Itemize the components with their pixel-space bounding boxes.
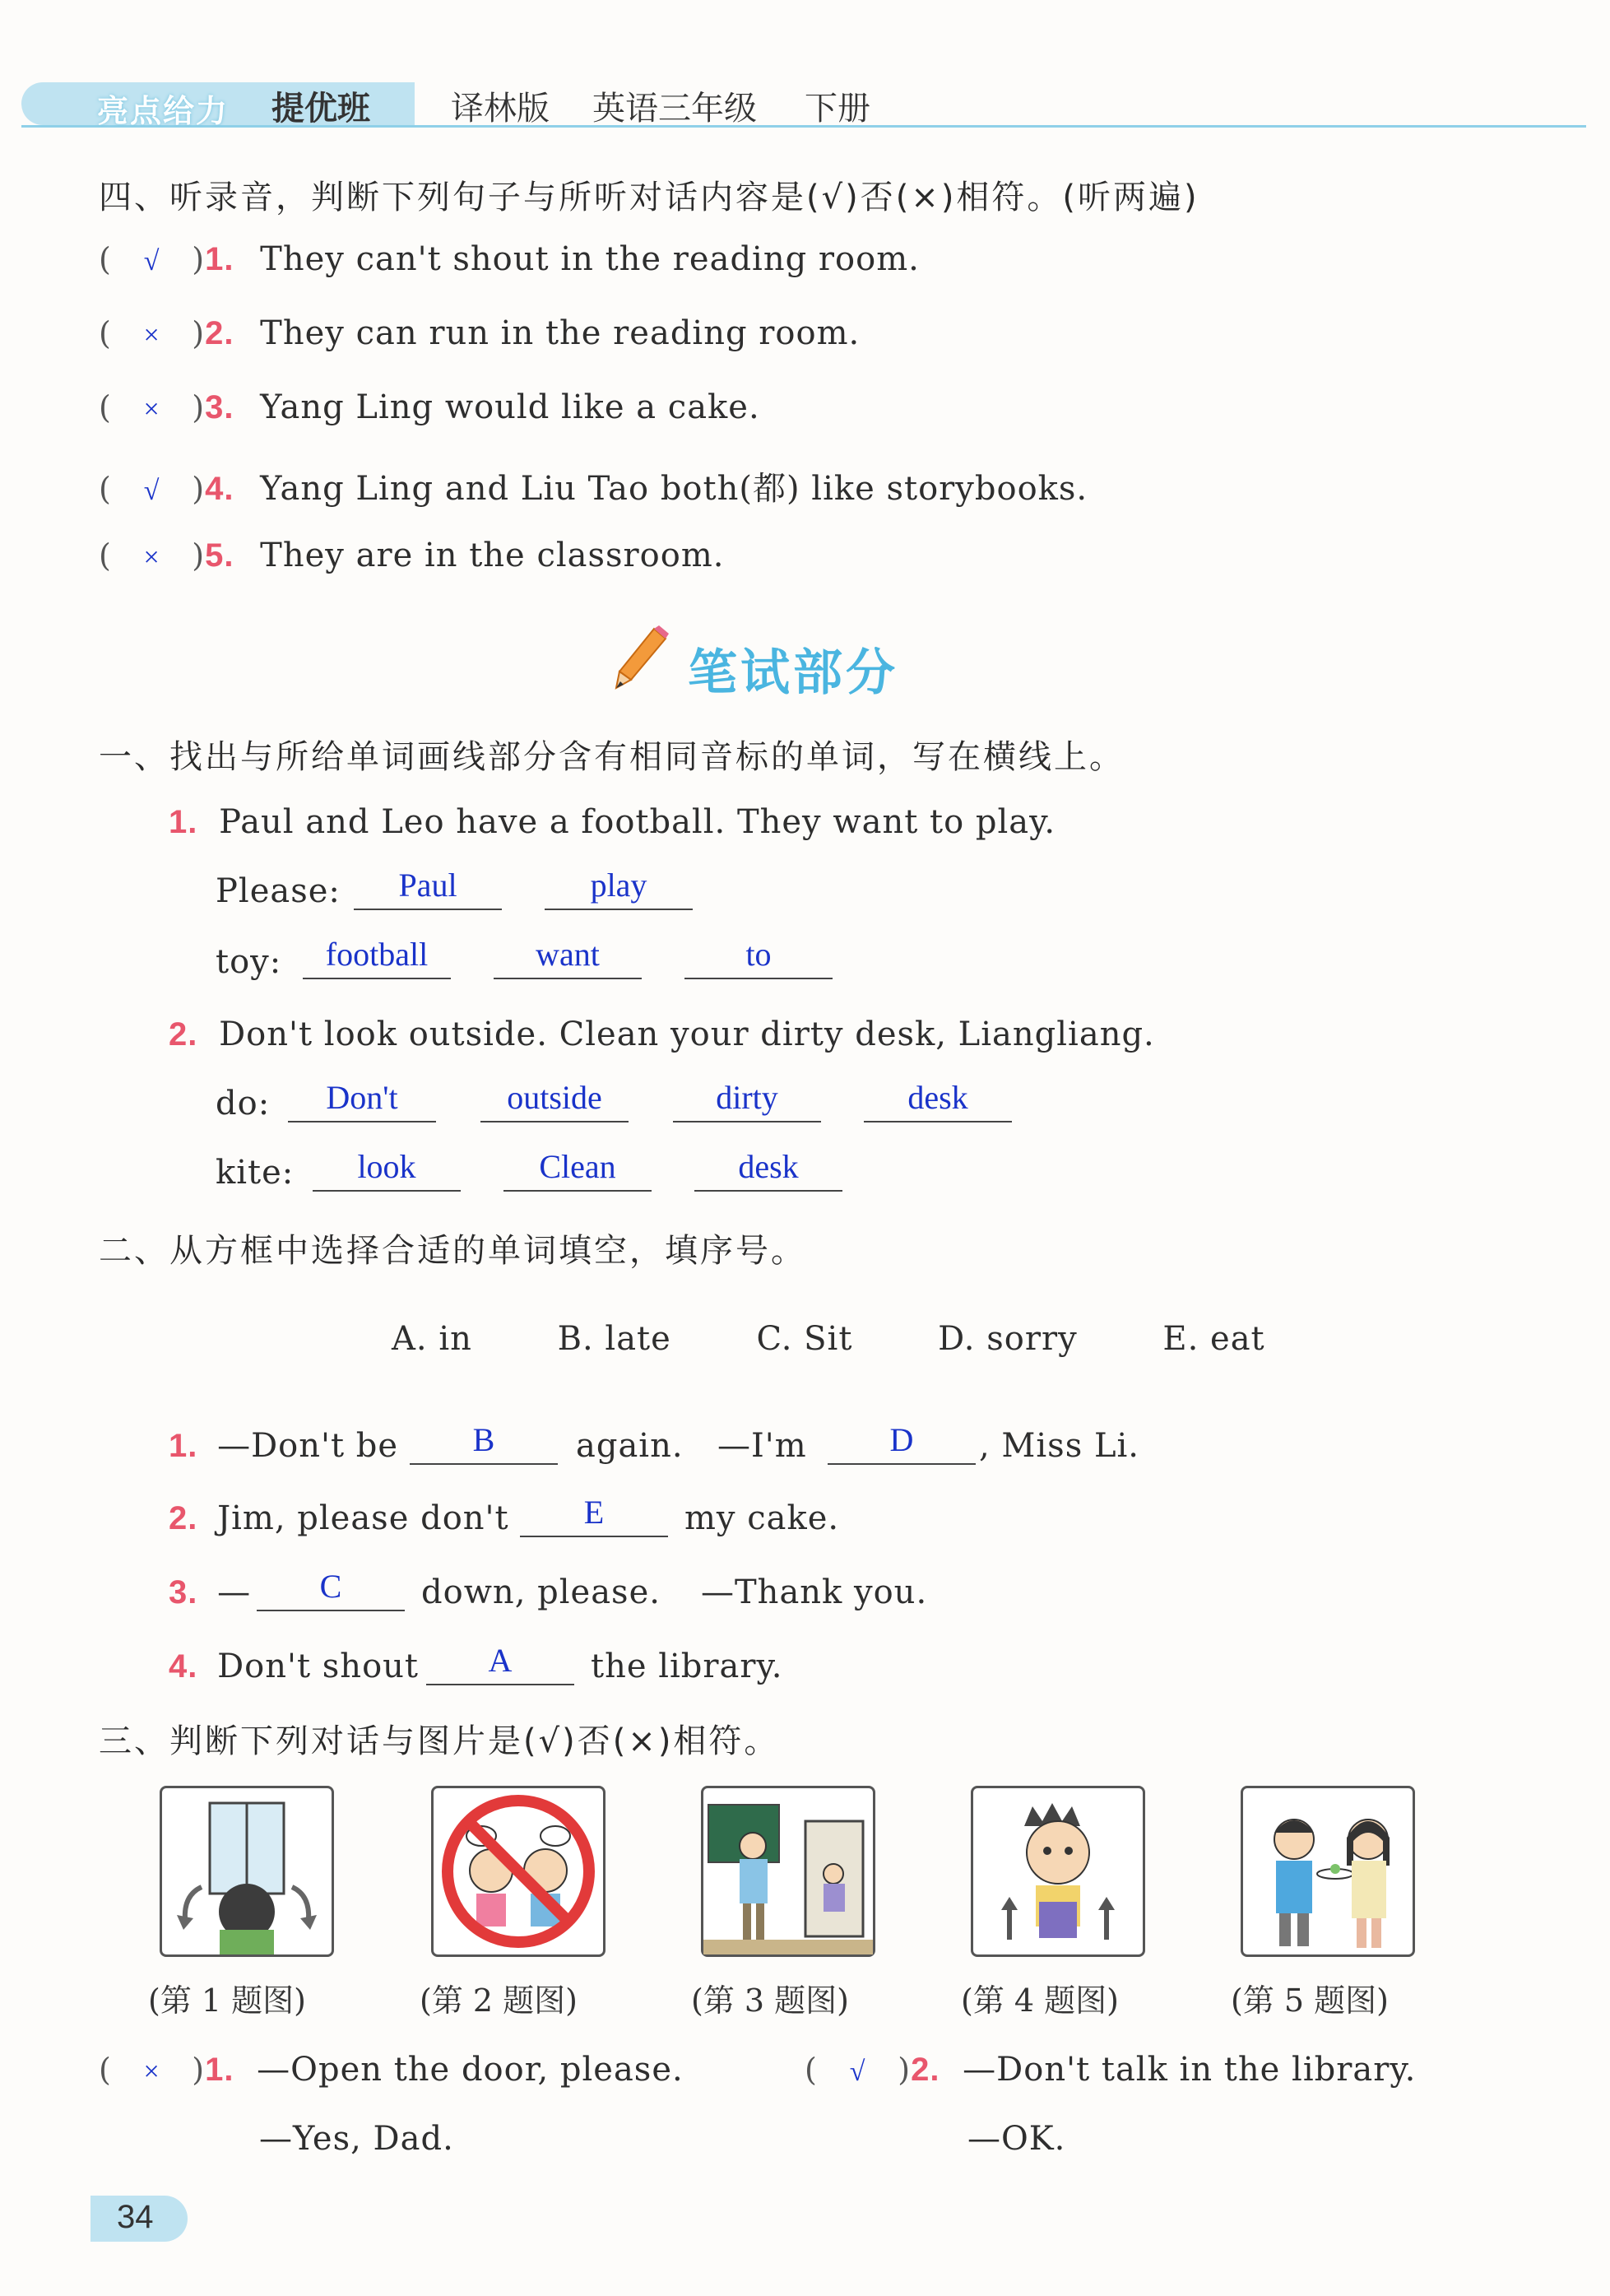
listening-item: ( √ )4. Yang Ling and Liu Tao both(都) like storybooks. [99, 470, 1088, 508]
answer-blank[interactable]: Paul [354, 866, 502, 910]
section2-q2: 2. Jim, please don't [169, 1499, 509, 1537]
listening-item: ( × )2. They can run in the reading room. [99, 314, 861, 352]
listening-item: ( √ )1. They can't shout in the reading room. [99, 240, 920, 278]
answer-blank[interactable]: look [313, 1147, 461, 1192]
answer-blank[interactable]: football [303, 935, 451, 979]
option-item: E. eat [1162, 1320, 1265, 1358]
picture-4-caption: (第 4 题图) [961, 1982, 1119, 2019]
section2-q3: 3. — [169, 1573, 252, 1611]
listening-item: ( × )5. They are in the classroom. [99, 537, 725, 574]
picture-5 [1241, 1786, 1415, 1957]
page-number: 34 [117, 2199, 154, 2235]
option-item: C. Sit [756, 1320, 853, 1358]
section3-q1: ( × )1. —Open the door, please. [99, 2051, 684, 2089]
picture-2-caption: (第 2 题图) [420, 1982, 578, 2019]
header-rule [21, 125, 1586, 128]
section2-title: 二、从方框中选择合适的单词填空，填序号。 [99, 1232, 806, 1270]
answer-blank[interactable]: outside [480, 1078, 629, 1122]
answer-blank[interactable]: E [520, 1493, 668, 1537]
option-item: B. late [557, 1320, 671, 1358]
answer-blank[interactable]: to [684, 935, 833, 979]
answer-mark: × [143, 542, 160, 573]
picture-1 [160, 1786, 334, 1957]
answer-blank[interactable]: A [426, 1641, 574, 1685]
answer-blank[interactable]: Clean [503, 1147, 652, 1192]
picture-2 [431, 1786, 605, 1957]
section3-q1-reply: —Yes, Dad. [259, 2120, 454, 2158]
series-name: 亮点给力 [97, 93, 230, 129]
section2-q1-text: again. [576, 1427, 684, 1465]
answer-blank[interactable]: desk [694, 1147, 842, 1192]
section2-q1-reply: —I'm [717, 1427, 807, 1465]
section3-title: 三、判断下列对话与图片是(√)否(×)相符。 [99, 1722, 780, 1760]
section2-q3-reply: —Thank you. [701, 1573, 928, 1611]
answer-mark: √ [143, 246, 160, 277]
picture-4 [971, 1786, 1145, 1957]
section2-q1: 1. —Don't be [169, 1427, 399, 1465]
section1-q2-row1-label: do: [216, 1085, 271, 1122]
answer-blank[interactable]: B [410, 1420, 558, 1465]
pencil-icon [613, 625, 670, 691]
answer-blank[interactable]: Don't [288, 1078, 436, 1122]
picture-1-caption: (第 1 题图) [148, 1982, 306, 2019]
option-item: D. sorry [938, 1320, 1078, 1358]
section2-q4: 4. Don't shout [169, 1648, 419, 1685]
volume-label: 下册 [805, 90, 870, 128]
answer-blank[interactable]: dirty [673, 1078, 821, 1122]
listening-item: ( × )3. Yang Ling would like a cake. [99, 388, 760, 426]
subject-label: 英语三年级 [592, 90, 757, 128]
listening-title: 四、听录音，判断下列句子与所听对话内容是(√)否(×)相符。(听两遍) [99, 179, 1199, 216]
answer-blank[interactable]: C [257, 1567, 405, 1611]
section1-q1-row1-label: Please: [216, 872, 341, 910]
written-part-heading: 笔试部分 [688, 644, 898, 702]
section1-title: 一、找出与所给单词画线部分含有相同音标的单词，写在横线上。 [99, 738, 1125, 776]
section1-q1-row2-label: toy: [216, 943, 282, 981]
answer-mark: √ [143, 476, 160, 506]
word-options-box [392, 1320, 1339, 1358]
section3-q2-reply: —OK. [967, 2120, 1066, 2158]
answer-mark: × [143, 320, 160, 351]
answer-blank[interactable]: play [545, 866, 693, 910]
section1-q2-sentence: 2. Don't look outside. Clean your dirty desk, Liangliang. [169, 1016, 1155, 1053]
answer-blank[interactable]: want [494, 935, 642, 979]
section3-q2: ( √ )2. —Don't talk in the library. [805, 2051, 1417, 2089]
answer-mark: × [143, 2057, 160, 2087]
option-item: A. in [392, 1320, 472, 1358]
section2-q2-text: my cake. [684, 1499, 840, 1537]
answer-blank[interactable]: desk [864, 1078, 1012, 1122]
picture-3 [701, 1786, 875, 1957]
section1-q2-row2-label: kite: [216, 1154, 295, 1192]
section2-q4-text: the library. [591, 1648, 783, 1685]
brand-name: 提优班 [271, 90, 370, 128]
edition-label: 译林版 [451, 90, 550, 128]
section1-q1-sentence: 1. Paul and Leo have a football. They want to play. [169, 803, 1056, 841]
section2-q3-text: down, please. [421, 1573, 661, 1611]
answer-blank[interactable]: D [828, 1420, 976, 1465]
section2-q1-end: , Miss Li. [979, 1427, 1140, 1465]
answer-mark: √ [849, 2057, 866, 2087]
picture-5-caption: (第 5 题图) [1231, 1982, 1389, 2019]
picture-3-caption: (第 3 题图) [691, 1982, 849, 2019]
answer-mark: × [143, 394, 160, 425]
